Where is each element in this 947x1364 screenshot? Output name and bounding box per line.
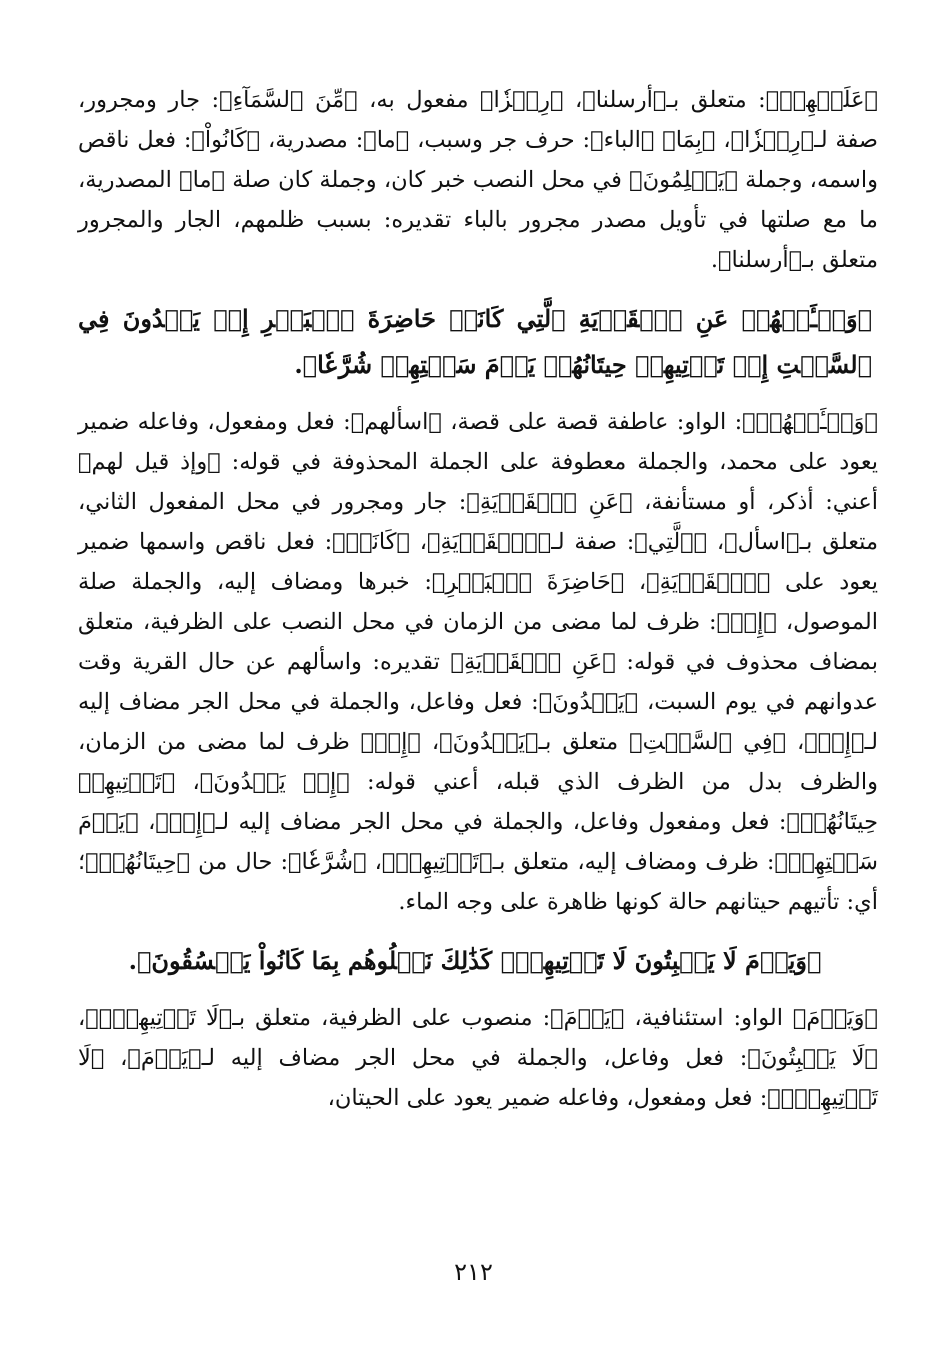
paragraph-grammar-1: ﴿عَلَيۡهِمۡ﴾: متعلق بـ﴿أرسلنا﴾، ﴿رِجۡزٗا﴾ مفعول به، ﴿مِّنَ ٱلسَّمَآءِ﴾: جار ومجرور، صفة لـ﴿رِجۡزٗا﴾، ﴿بِمَا﴾ ﴿الباء﴾: حرف جر وسبب، ﴿ما﴾: مصدرية، ﴿كَانُواْ﴾: فعل ناقص واسمه، وجملة ﴿يَظۡلِمُونَ﴾ في محل النصب خبر كان، وجملة كان صلة ﴿ما﴾ المصدرية، ما مع صلتها في تأويل مصدر مجرور بالباء تقديره: بسبب ظلمهم، الجار والمجرور متعلق بـ﴿أرسلنا﴾. (78, 87, 878, 273)
page-number: ٢١٢ (454, 1258, 493, 1286)
paragraph-grammar-3: ﴿وَيَوۡمَ﴾ الواو: استئنافية، ﴿يَوۡمَ﴾: منصوب على الظرفية، متعلق بـ﴿لَا تَأۡتِيهِمۡۚ﴾، ﴿لَا يَسۡبِتُونَ﴾: فعل وفاعل، والجملة في محل الجر مضاف إليه لـ﴿يَوۡمَ﴾، ﴿لَا تَأۡتِيهِمۡۚ﴾: فعل ومفعول، وفاعله ضمير يعود على الحيتان، (78, 1005, 878, 1111)
page-body (78, 78, 878, 1118)
quran-verse-1: ﴿وَسۡـَٔلۡهُمۡ عَنِ ٱلۡقَرۡيَةِ ٱلَّتِي كَانَتۡ حَاضِرَةَ ٱلۡبَحۡرِ إِذۡ يَعۡدُونَ فِي ٱلسَّبۡتِ إِذۡ تَأۡتِيهِمۡ حِيتَانُهُمۡ يَوۡمَ سَبۡتِهِمۡ شُرَّعٗا﴾. (78, 304, 872, 379)
quran-verse-2: ﴿وَيَوۡمَ لَا يَسۡبِتُونَ لَا تَأۡتِيهِمۡۚ كَذَٰلِكَ نَبۡلُوهُم بِمَا كَانُواْ يَفۡسُقُونَ﴾. (128, 946, 822, 975)
paragraph-grammar-2: ﴿وَسۡـَٔلۡهُمۡ﴾: الواو: عاطفة قصة على قصة، ﴿اسألهم﴾: فعل ومفعول، وفاعله ضمير يعود على محمد، والجملة معطوفة على الجملة المحذوفة في قوله: ﴿وإذ قيل لهم﴾ أعني: أذكر، أو مستأنفة، ﴿عَنِ ٱلۡقَرۡيَةِ﴾: جار ومجرور في محل المفعول الثاني، متعلق بـ﴿اسأل﴾، ﴿ٱلَّتِي﴾: صفة لـ﴿ٱلۡقَرۡيَةِ﴾، ﴿كَانَتۡ﴾: فعل ناقص واسمها ضمير يعود على ﴿ٱلۡقَرۡيَةِ﴾، ﴿حَاضِرَةَ ٱلۡبَحۡرِ﴾: خبرها ومضاف إليه، والجملة صلة الموصول، ﴿إِذۡ﴾: ظرف لما مضى من الزمان في محل النصب على الظرفية، متعلق بمضاف محذوف في قوله: ﴿عَنِ ٱلۡقَرۡيَةِ﴾ تقديره: واسألهم عن حال القرية وقت عدوانهم في يوم السبت، ﴿يَعۡدُونَ﴾: فعل وفاعل، والجملة في محل الجر مضاف إليه لـ﴿إِذۡ﴾، ﴿فِي ٱلسَّبۡتِ﴾ متعلق بـ﴿يَعۡدُونَ﴾، ﴿إِذۡ﴾ ظرف لما مضى من الزمان، والظرف بدل من الظرف الذي قبله، أعني قوله: ﴿إِذۡ يَعۡدُونَ﴾، ﴿تَأۡتِيهِمۡ حِيتَانُهُمۡ﴾: فعل ومفعول وفاعل، والجملة في محل الجر مضاف إليه لـ﴿إِذۡ﴾، ﴿يَوۡمَ سَبۡتِهِمۡ﴾: ظرف ومضاف إليه، متعلق بـ﴿تَأۡتِيهِمۡ﴾، ﴿شُرَّعٗا﴾: حال من ﴿حِيتَانُهُمۡ﴾؛ أي: تأتيهم حيتانهم حالة كونها ظاهرة على وجه الماء. (78, 409, 878, 915)
